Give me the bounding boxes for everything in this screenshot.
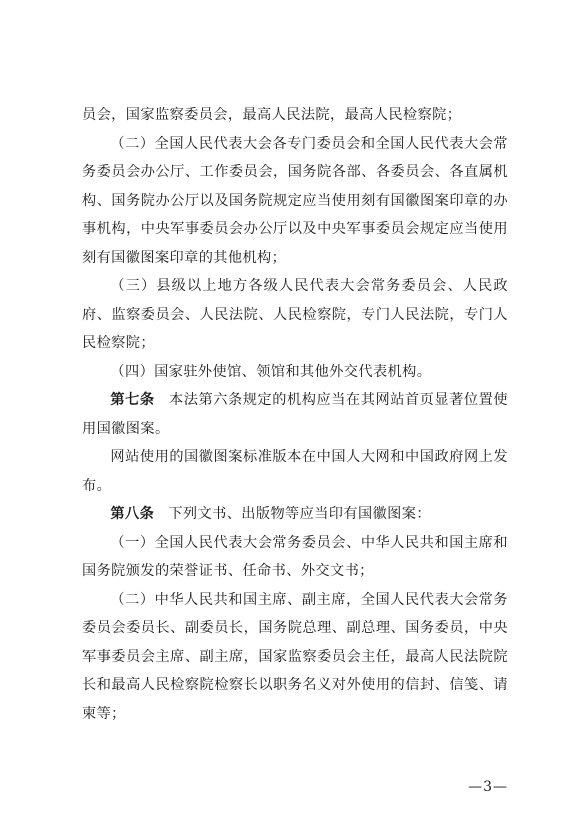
paragraph-text: （一）全国人民代表大会常务委员会、中华人民共和国主席和国务院颁发的荣誉证书、任命书、外交文书； [82, 534, 508, 579]
paragraph-6 [82, 443, 508, 500]
paragraph-3 [82, 272, 508, 358]
paragraph-text: （二）全国人民代表大会各专门委员会和全国人民代表大会常务委员会办公厅、工作委员会，国务院各部、各委员会、各直属机构、国务院办公厅以及国务院规定应当使用刻有国徽图案印章的办事机构，中央军事委员会办公厅以及中央军事委员会规定应当使用刻有国徽图案印章的其他机构； [82, 135, 508, 266]
paragraph-text: （二）中华人民共和国主席、副主席，全国人民代表大会常务委员会委员长、副委员长，国务院总理、副总理、国务委员，中央军事委员会主席、副主席，国家监察委员会主任，最高人民法院院长和最高人民检察院检察长以职务名义对外使用的信封、信笺、请柬等； [82, 591, 508, 722]
article-8 [82, 500, 508, 529]
article-7 [82, 386, 508, 443]
article-number: 第八条 [110, 506, 155, 522]
paragraph-text: （三）县级以上地方各级人民代表大会常务委员会、人民政府、监察委员会、人民法院、人民检察院，专门人民法院，专门人民检察院； [82, 278, 508, 351]
paragraph-8 [82, 529, 508, 586]
paragraph-text: 下列文书、出版物等应当印有国徽图案： [168, 506, 431, 522]
paragraph-text: 员会，国家监察委员会，最高人民法院，最高人民检察院； [82, 107, 462, 123]
paragraph-1 [82, 101, 508, 130]
page-number: —3— [468, 779, 508, 795]
paragraph-2 [82, 130, 508, 273]
paragraph-text: （四）国家驻外使馆、领馆和其他外交代表机构。 [110, 363, 432, 380]
paragraph-text: 网站使用的国徽图案标准版本在中国人大网和中国政府网上发布。 [82, 449, 508, 494]
paragraph-text: 本法第六条规定的机构应当在其网站首页显著位置使用国徽图案。 [82, 392, 509, 437]
paragraph-4 [82, 358, 508, 387]
article-number: 第七条 [110, 392, 155, 408]
paragraph-9 [82, 586, 508, 729]
document-body [82, 101, 508, 728]
